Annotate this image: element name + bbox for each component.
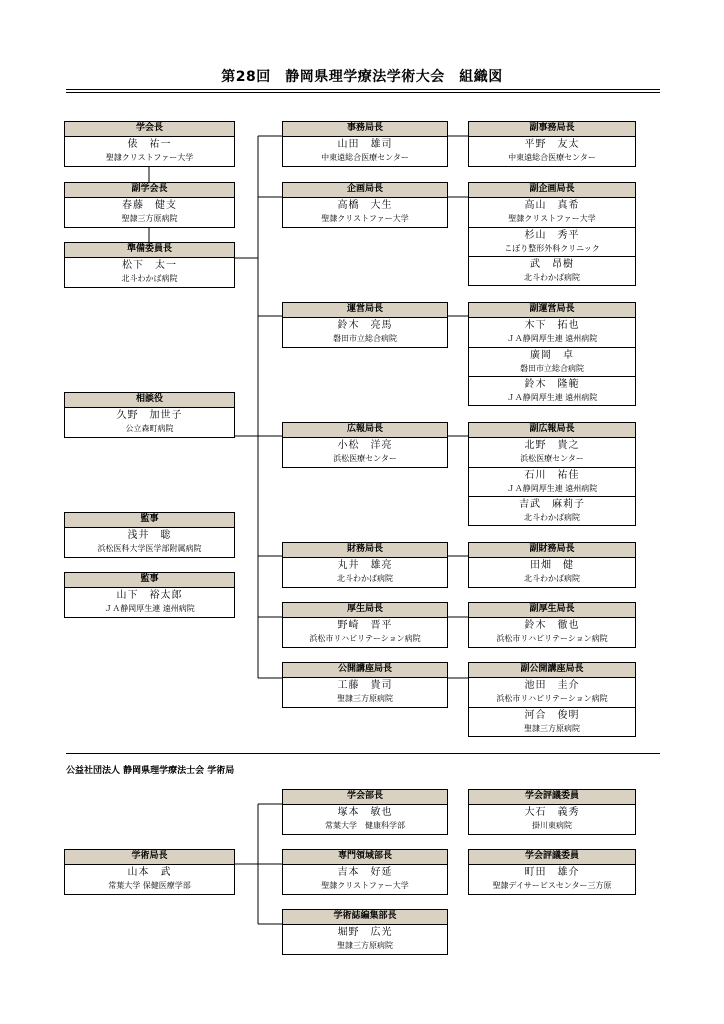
member-entry (469, 318, 635, 347)
member-affiliation: ＪＡ静岡厚生連 遠州病院 (506, 393, 598, 402)
member-entry (469, 467, 635, 496)
box-prep-chair (64, 242, 235, 288)
member-name: 高山 真希 (524, 200, 580, 211)
member-entry (65, 865, 234, 894)
box-secretariat (282, 121, 448, 167)
role-header: 副厚生局長 (469, 603, 635, 618)
member-affiliation: 掛川東病院 (532, 821, 572, 830)
box-vice-welfare (468, 602, 636, 648)
member-affiliation: 浜松医療センター (520, 454, 584, 463)
role-header: 準備委員長 (65, 243, 234, 258)
role-header: 厚生局長 (283, 603, 447, 618)
role-header: 副運営局長 (469, 303, 635, 318)
member-entry (469, 678, 635, 707)
member-affiliation: 聖隷クリストファー大学 (105, 153, 194, 162)
member-affiliation: 浜松医療センター (333, 454, 397, 463)
role-header: 副広報局長 (469, 423, 635, 438)
role-header: 学術誌編集部長 (283, 910, 447, 925)
member-affiliation: 聖隷三方原病院 (121, 214, 178, 223)
member-name: 久野 加世子 (116, 410, 183, 421)
box-vice-secretariat (468, 121, 636, 167)
box-review-committee-1 (468, 789, 636, 835)
member-affiliation: 北斗わかば病院 (121, 274, 178, 283)
member-entry (65, 408, 234, 437)
member-name: 武 昂樹 (530, 259, 574, 270)
member-entry (283, 925, 447, 954)
member-affiliation: 浜松市リハビリテーション病院 (496, 634, 608, 643)
member-entry (65, 528, 234, 557)
role-header: 学会評議委員 (469, 790, 635, 805)
member-affiliation: ＪＡ静岡厚生連 遠州病院 (104, 604, 195, 613)
member-entry (65, 588, 234, 617)
role-header: 副公開講座局長 (469, 663, 635, 678)
box-specialty-dept (282, 849, 448, 895)
member-affiliation: 公立森町病院 (125, 424, 174, 433)
section-divider (66, 753, 660, 754)
member-entry (65, 137, 234, 166)
member-entry (469, 805, 635, 834)
member-name: 小松 洋亮 (337, 440, 393, 451)
member-affiliation: 聖隷三方原病院 (337, 941, 393, 950)
page-title: 第28回 静岡県理学療法学術大会 組織図 (221, 69, 503, 85)
member-affiliation: ＪＡ静岡厚生連 遠州病院 (506, 334, 598, 343)
member-name: 大石 義秀 (524, 807, 580, 818)
member-name: 石川 祐佳 (524, 470, 580, 481)
box-auditor-1 (64, 512, 235, 558)
member-affiliation: 磐田市立総合病院 (520, 364, 584, 373)
member-name: 池田 圭介 (524, 680, 580, 691)
member-affiliation: ＪＡ静岡厚生連 遠州病院 (506, 484, 598, 493)
box-welfare (282, 602, 448, 648)
member-name: 吉武 麻莉子 (519, 499, 585, 510)
member-entry (65, 198, 234, 227)
member-affiliation: 聖隷クリストファー大学 (321, 881, 409, 890)
member-name: 平野 友太 (524, 139, 580, 150)
member-name: 田畑 健 (530, 560, 574, 571)
member-entry (469, 376, 635, 405)
box-finance (282, 542, 448, 588)
member-name: 浅井 聡 (127, 530, 172, 541)
role-header: 副財務局長 (469, 543, 635, 558)
member-affiliation: 聖隷デイサービスセンター三方原 (492, 881, 612, 890)
organization-label: 公益社団法人 静岡県理学療法士会 学術局 (66, 766, 235, 776)
member-entry (283, 137, 447, 166)
member-entry (283, 198, 447, 227)
member-entry (283, 318, 447, 347)
box-conference-dept (282, 789, 448, 835)
box-vice-president (64, 182, 235, 228)
box-operations (282, 302, 448, 348)
member-name: 木下 拓也 (524, 320, 580, 331)
member-entry (283, 438, 447, 467)
member-entry (469, 496, 635, 525)
box-academic-bureau (64, 849, 235, 895)
role-header: 企画局長 (283, 183, 447, 198)
member-entry (469, 137, 635, 166)
member-name: 塚本 敏也 (337, 807, 393, 818)
member-name: 廣岡 卓 (530, 350, 574, 361)
box-journal-dept (282, 909, 448, 955)
member-entry (469, 707, 635, 736)
box-vice-operations (468, 302, 636, 406)
member-entry (469, 347, 635, 376)
member-name: 北野 貴之 (524, 440, 580, 451)
member-name: 高橋 大生 (337, 200, 393, 211)
member-affiliation: こぼり整形外科クリニック (504, 244, 600, 253)
member-entry (283, 865, 447, 894)
member-affiliation: 常葉大学 健康科学部 (325, 821, 405, 830)
member-name: 山本 武 (127, 867, 172, 878)
member-name: 河合 俊明 (524, 710, 580, 721)
role-header: 財務局長 (283, 543, 447, 558)
member-name: 鈴木 徹也 (524, 620, 580, 631)
member-name: 町田 雄介 (524, 867, 580, 878)
box-pr (282, 422, 448, 468)
member-affiliation: 聖隷クリストファー大学 (508, 214, 596, 223)
role-header: 副事務局長 (469, 122, 635, 137)
box-vice-finance (468, 542, 636, 588)
role-header: 学会長 (65, 122, 234, 137)
member-affiliation: 中東遠総合医療センター (321, 153, 409, 162)
member-name: 吉本 好延 (337, 867, 393, 878)
member-affiliation: 常葉大学 保健医療学部 (108, 881, 191, 890)
role-header: 監事 (65, 513, 234, 528)
member-affiliation: 磐田市立総合病院 (333, 334, 397, 343)
member-affiliation: 中東遠総合医療センター (508, 153, 596, 162)
member-affiliation: 聖隷三方原病院 (337, 694, 393, 703)
role-header: 事務局長 (283, 122, 447, 137)
member-entry (283, 618, 447, 647)
box-vice-lecture (468, 662, 636, 737)
role-header: 広報局長 (283, 423, 447, 438)
member-entry (283, 805, 447, 834)
box-planning (282, 182, 448, 228)
role-header: 副学会長 (65, 183, 234, 198)
member-entry (283, 558, 447, 587)
member-name: 鈴木 隆範 (524, 379, 580, 390)
member-entry (469, 256, 635, 285)
role-header: 専門領域部長 (283, 850, 447, 865)
member-entry (469, 198, 635, 227)
box-vice-planning (468, 182, 636, 286)
member-name: 春藤 健支 (122, 200, 177, 211)
member-name: 杉山 秀平 (524, 230, 580, 241)
box-vice-pr (468, 422, 636, 526)
member-name: 俵 祐一 (127, 139, 172, 150)
role-header: 学会部長 (283, 790, 447, 805)
role-header: 副企画局長 (469, 183, 635, 198)
box-review-committee-2 (468, 849, 636, 895)
role-header: 公開講座局長 (283, 663, 447, 678)
member-affiliation: 浜松医科大学医学部附属病院 (97, 544, 202, 553)
member-affiliation: 北斗わかば病院 (337, 574, 393, 583)
member-affiliation: 浜松市リハビリテーション病院 (309, 634, 421, 643)
member-name: 野崎 晋平 (337, 620, 393, 631)
member-affiliation: 聖隷クリストファー大学 (321, 214, 409, 223)
member-affiliation: 北斗わかば病院 (524, 513, 580, 522)
member-affiliation: 北斗わかば病院 (524, 273, 580, 282)
member-entry (65, 258, 234, 287)
member-affiliation: 聖隷三方原病院 (524, 724, 580, 733)
member-name: 工藤 貴司 (337, 680, 393, 691)
member-entry (469, 865, 635, 894)
member-entry (469, 558, 635, 587)
box-advisor (64, 392, 235, 438)
member-entry (469, 438, 635, 467)
member-name: 丸井 雄亮 (337, 560, 393, 571)
role-header: 学術局長 (65, 850, 234, 865)
role-header: 学会評議委員 (469, 850, 635, 865)
box-auditor-2 (64, 572, 235, 618)
member-entry (469, 618, 635, 647)
member-name: 鈴木 亮馬 (337, 320, 393, 331)
role-header: 監事 (65, 573, 234, 588)
member-affiliation: 北斗わかば病院 (524, 574, 580, 583)
role-header: 相談役 (65, 393, 234, 408)
member-affiliation: 浜松市リハビリテーション病院 (496, 694, 608, 703)
role-header: 運営局長 (283, 303, 447, 318)
member-name: 山下 裕太郎 (116, 590, 183, 601)
member-entry (469, 227, 635, 256)
member-name: 堀野 広光 (337, 927, 393, 938)
box-lecture (282, 662, 448, 708)
member-name: 松下 太一 (122, 260, 177, 271)
member-name: 山田 雄司 (337, 139, 393, 150)
box-president (64, 121, 235, 167)
member-entry (283, 678, 447, 707)
